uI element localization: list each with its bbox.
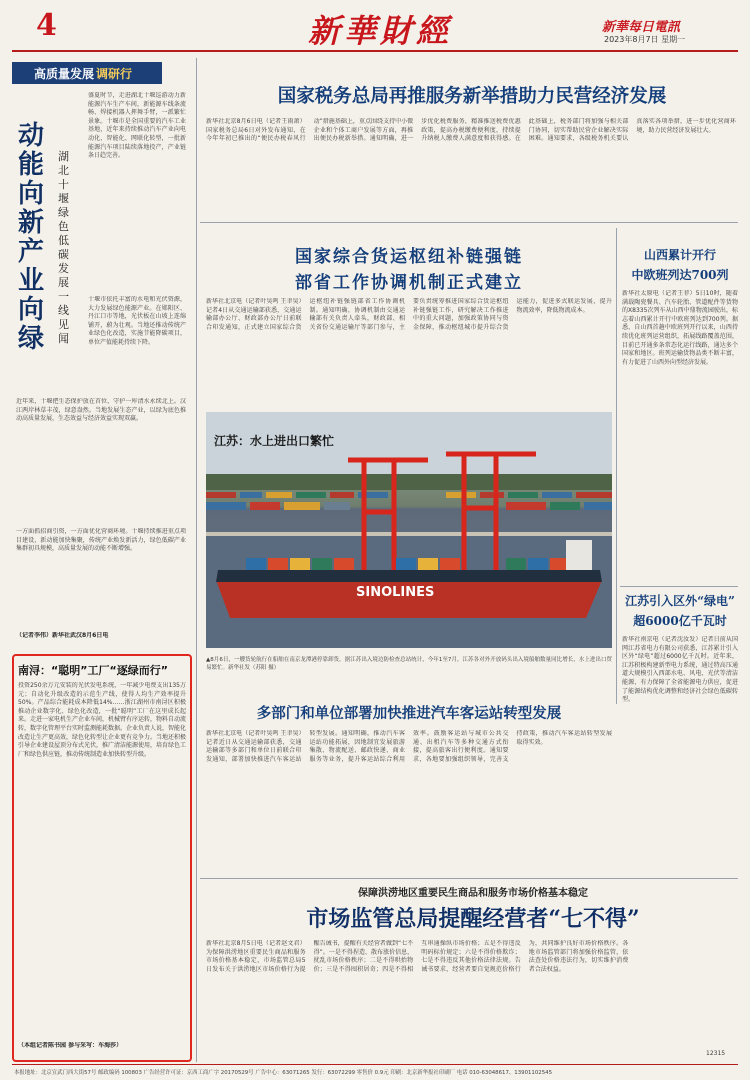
boxed-body: 投资250余万元安装的光伏发电系统，一年减少电费支出135万元；自动化升级改造的示范生产线，使得人均生产效率提升50%。产品综合能耗成本降低14%……浙江湖州市南浔区积极推动企业数字化、绿色化改造，一批“聪明”工厂在这里成长起来。走进一家电机生产企业车间，机械臂有序运转，物料自动流转，数字化管理平台实时监测能耗数据。企业负责人说，智能化改造让生产更高效，绿色化转型让企业更有竞争力。当地还积极引导企业建设屋顶分布式光伏，推广清洁能源使用，培育绿色工厂和绿色供应链，推动传统制造业加快转型升级。	[18, 682, 186, 758]
jiangsu-body: 新华社南京电（记者沈汝发）记者日前从国网江苏省电力有限公司获悉，江苏累计引入区外“绿电”超过6000亿千瓦时。近年来，江苏积极构建新型电力系统，通过特高压通道大规模引入西部水电、风电、光伏等清洁能源，有力保障了全省能源电力供应，促进了能源结构优化调整和经济社会绿色低碳转型。	[622, 636, 738, 704]
market-hotline: 12315	[706, 1050, 726, 1057]
right-rule	[620, 586, 738, 587]
page-number: 4	[36, 8, 57, 43]
photo-caption: ▲8月6日，一艘货轮航行在船舶在南京龙潭港停靠卸货。据江苏出入境边防检查总站统计，今年1至7月，江苏各对外开放码头出入境船舶数量同比增长，水上进出口贸易繁忙。新华社发（苏阳 摄）	[206, 657, 612, 671]
masthead-rule	[12, 50, 738, 52]
lead-body: 新华社北京8月6日电（记者王雨萧）国家税务总局6日对外发布通知，在今年年初已推出的“便民办税春风行动”措施基础上，重点围绕支持中小微企业和个体工商户发展等方面，再推出便民办税新举措。通知明确，进一步优化税费服务，精准推送税费优惠政策，提高办税缴费便利度，持续提升纳税人缴费人满意度和获得感。在此基础上，税务部门将加强与相关部门协同，切实帮助民营企业解决实际困难。通知要求，各级税务机关要认真落实各项举措，进一步优化营商环境，助力民营经济发展壮大。	[206, 118, 736, 143]
jiangsu-headline-1: 江苏引入区外“绿电”	[625, 594, 735, 608]
jiangsu-headline-2: 超6000亿千瓦时	[633, 614, 727, 628]
transport-headline-1: 国家综合货运枢纽补链强链	[295, 247, 523, 267]
photo-label: 江苏：水上进出口繁忙	[214, 434, 335, 448]
transport-body: 新华社北京电（记者叶昊鸣 王聿昊）记者4日从交通运输部获悉，交通运输部办公厅、财政部办公厅日前联合印发通知，正式建立国家综合货运枢纽补链强链部省工作协调机制。通知明确，协调机制由交通运输部有关负责人牵头，财政部、相关省份交通运输厅等部门参与，主要负责统筹推进国家综合货运枢纽补链强链工作，研究解决工作推进中的重大问题，加强政策协同与资金保障，推动枢纽城市提升综合货运能力，促进多式联运发展，提升物流效率，降低物流成本。	[206, 298, 612, 331]
shanxi-headline-1: 山西累计开行	[643, 248, 716, 262]
masthead-brand: 新華每日電訊	[602, 20, 681, 35]
masthead-date: 2023年8月7日 星期一	[604, 35, 686, 44]
masthead-title: 新華財經	[307, 12, 452, 50]
market-kicker: 保障洪涝地区重要民生商品和服务市场价格基本稳定	[358, 888, 588, 899]
sidebar-body-1: 盛夏时节，走进湖北十堰巡游动力新能源汽车生产车间，新能源车线条流畅、焊接机器人挥舞手臂，一派繁忙景象。十堰市是全国重要的汽车工业基地，近年来持续推动汽车产业向电动化、智能化、网联化转型，一批新能源汽车项目陆续落地投产，产业链条日趋完善。	[88, 92, 186, 160]
shanxi-body: 新华社太原电（记者王菲）5日10时，随着满载陶瓷餐具、汽车轮胎、管道配件等货物的X8335次列车从山西中鼎物流园驶出，标志着山西累计开行中欧班列达到700列。据悉，自山西首趟中欧班列开行以来，山西持续优化班列运营组织，拓展线路覆盖范围，目前已开通多条常态化运行线路，通达多个国家和地区。班列运输货物品类不断丰富，有力促进了山西外向型经济发展。	[622, 290, 738, 366]
right-column-divider	[616, 228, 617, 704]
sidebar-body-4: 一方面抓招商引资，一方面优化营商环境。十堰持续推进重点项目建设，新动能加快集聚，传统产业焕发新活力，绿色低碳产业集群初具规模，高质量发展的动能不断增强。	[16, 528, 186, 553]
column-divider	[196, 58, 197, 1062]
transport-headline-2: 部省工作协调机制正式建立	[295, 273, 523, 293]
boxed-credit: （本组记者陈书园 参与采写：车海莎）	[18, 1042, 123, 1049]
boxed-title: 南浔：“聪明”工厂“逐绿而行”	[18, 664, 168, 677]
ship-hull-text: SINOLINES	[356, 585, 435, 600]
shanxi-headline-2: 中欧班列达700列	[631, 268, 729, 282]
section-rule-1	[200, 222, 738, 223]
series-badge-text: 高质量发展	[34, 67, 95, 81]
bus-headline: 多部门和单位部署加快推进汽车客运站转型发展	[256, 705, 562, 722]
market-headline: 市场监管总局提醒经营者“七不得”	[306, 906, 640, 932]
sidebar-credit: （记者李伟）新华社武汉8月6日电	[16, 632, 109, 639]
footer-rule	[12, 1064, 738, 1065]
series-badge-accent: 调研行	[96, 67, 133, 81]
market-body: 新华社北京8月5日电（记者赵文君）为保障洪涝地区重要民生商品和服务市场价格基本稳定，市场监管总局5日发布关于洪涝地区市场价格行为提醒告诫书，提醒有关经营者做到“七不得”。一是不得捏造、散布涨价信息，扰乱市场价格秩序；二是不得哄抬物价；三是不得囤积居奇；四是不得相互串通操纵市场价格；五是不得违反明码标价规定；六是不得价格欺诈；七是不得违反其他价格法律法规。告诫书要求，经营者要自觉规范价格行为，共同维护良好市场价格秩序。各地市场监管部门将加强价格监管，依法查处价格违法行为，切实维护消费者合法权益。	[206, 940, 629, 973]
sidebar-headline: 动能向新 产业向绿	[18, 121, 45, 354]
lead-headline: 国家税务总局再推服务新举措助力民营经济发展	[277, 86, 667, 107]
bus-body: 新华社北京电（记者叶昊鸣 王聿昊）记者近日从交通运输部获悉，交通运输部等多部门和单位日前联合印发通知，部署加快推进汽车客运站转型发展。通知明确，推动汽车客运站功能拓展，因地制宜发展旅游集散、物流配送、邮政快递、商业服务等业务，提升客运站综合利用效率。鼓励客运站与城市公共交通、出租汽车等多种交通方式衔接，提高旅客出行便利度。通知要求，各地要加强组织领导，完善支持政策，推动汽车客运站转型发展取得实效。	[206, 730, 612, 763]
sidebar-subhead: 湖北十堰绿色低碳发展一线见闻	[58, 150, 69, 345]
section-rule-2	[200, 878, 738, 879]
sidebar-body-3: 近年来，十堰把生态保护放在首位，守护一库清水永续北上。汉江两岸林草丰茂，绿意盎然。当地发展生态产业，以绿为底色推动高质量发展，生态效益与经济效益实现双赢。	[16, 398, 186, 423]
series-badge	[12, 62, 162, 84]
footer-info: 本报地址：北京宣武门西大街57号 邮政编码 100803 广告经营许可证：京西工商广字 20170529号 广告中心：63071265 发行：63072299 零售价 0.9元 印刷：北京新华报社印刷厂 电话 010-63048617、13901102545	[14, 1070, 553, 1076]
sidebar-body-2: 十堰市依托丰富的水电和光伏资源，大力发展绿色能源产业。在郧阳区、丹江口市等地，光伏板在山坡上连绵铺开，蔚为壮观。当地还推动传统产业绿色化改造，实施节能降碳项目，单位产值能耗持续下降。	[88, 296, 186, 346]
